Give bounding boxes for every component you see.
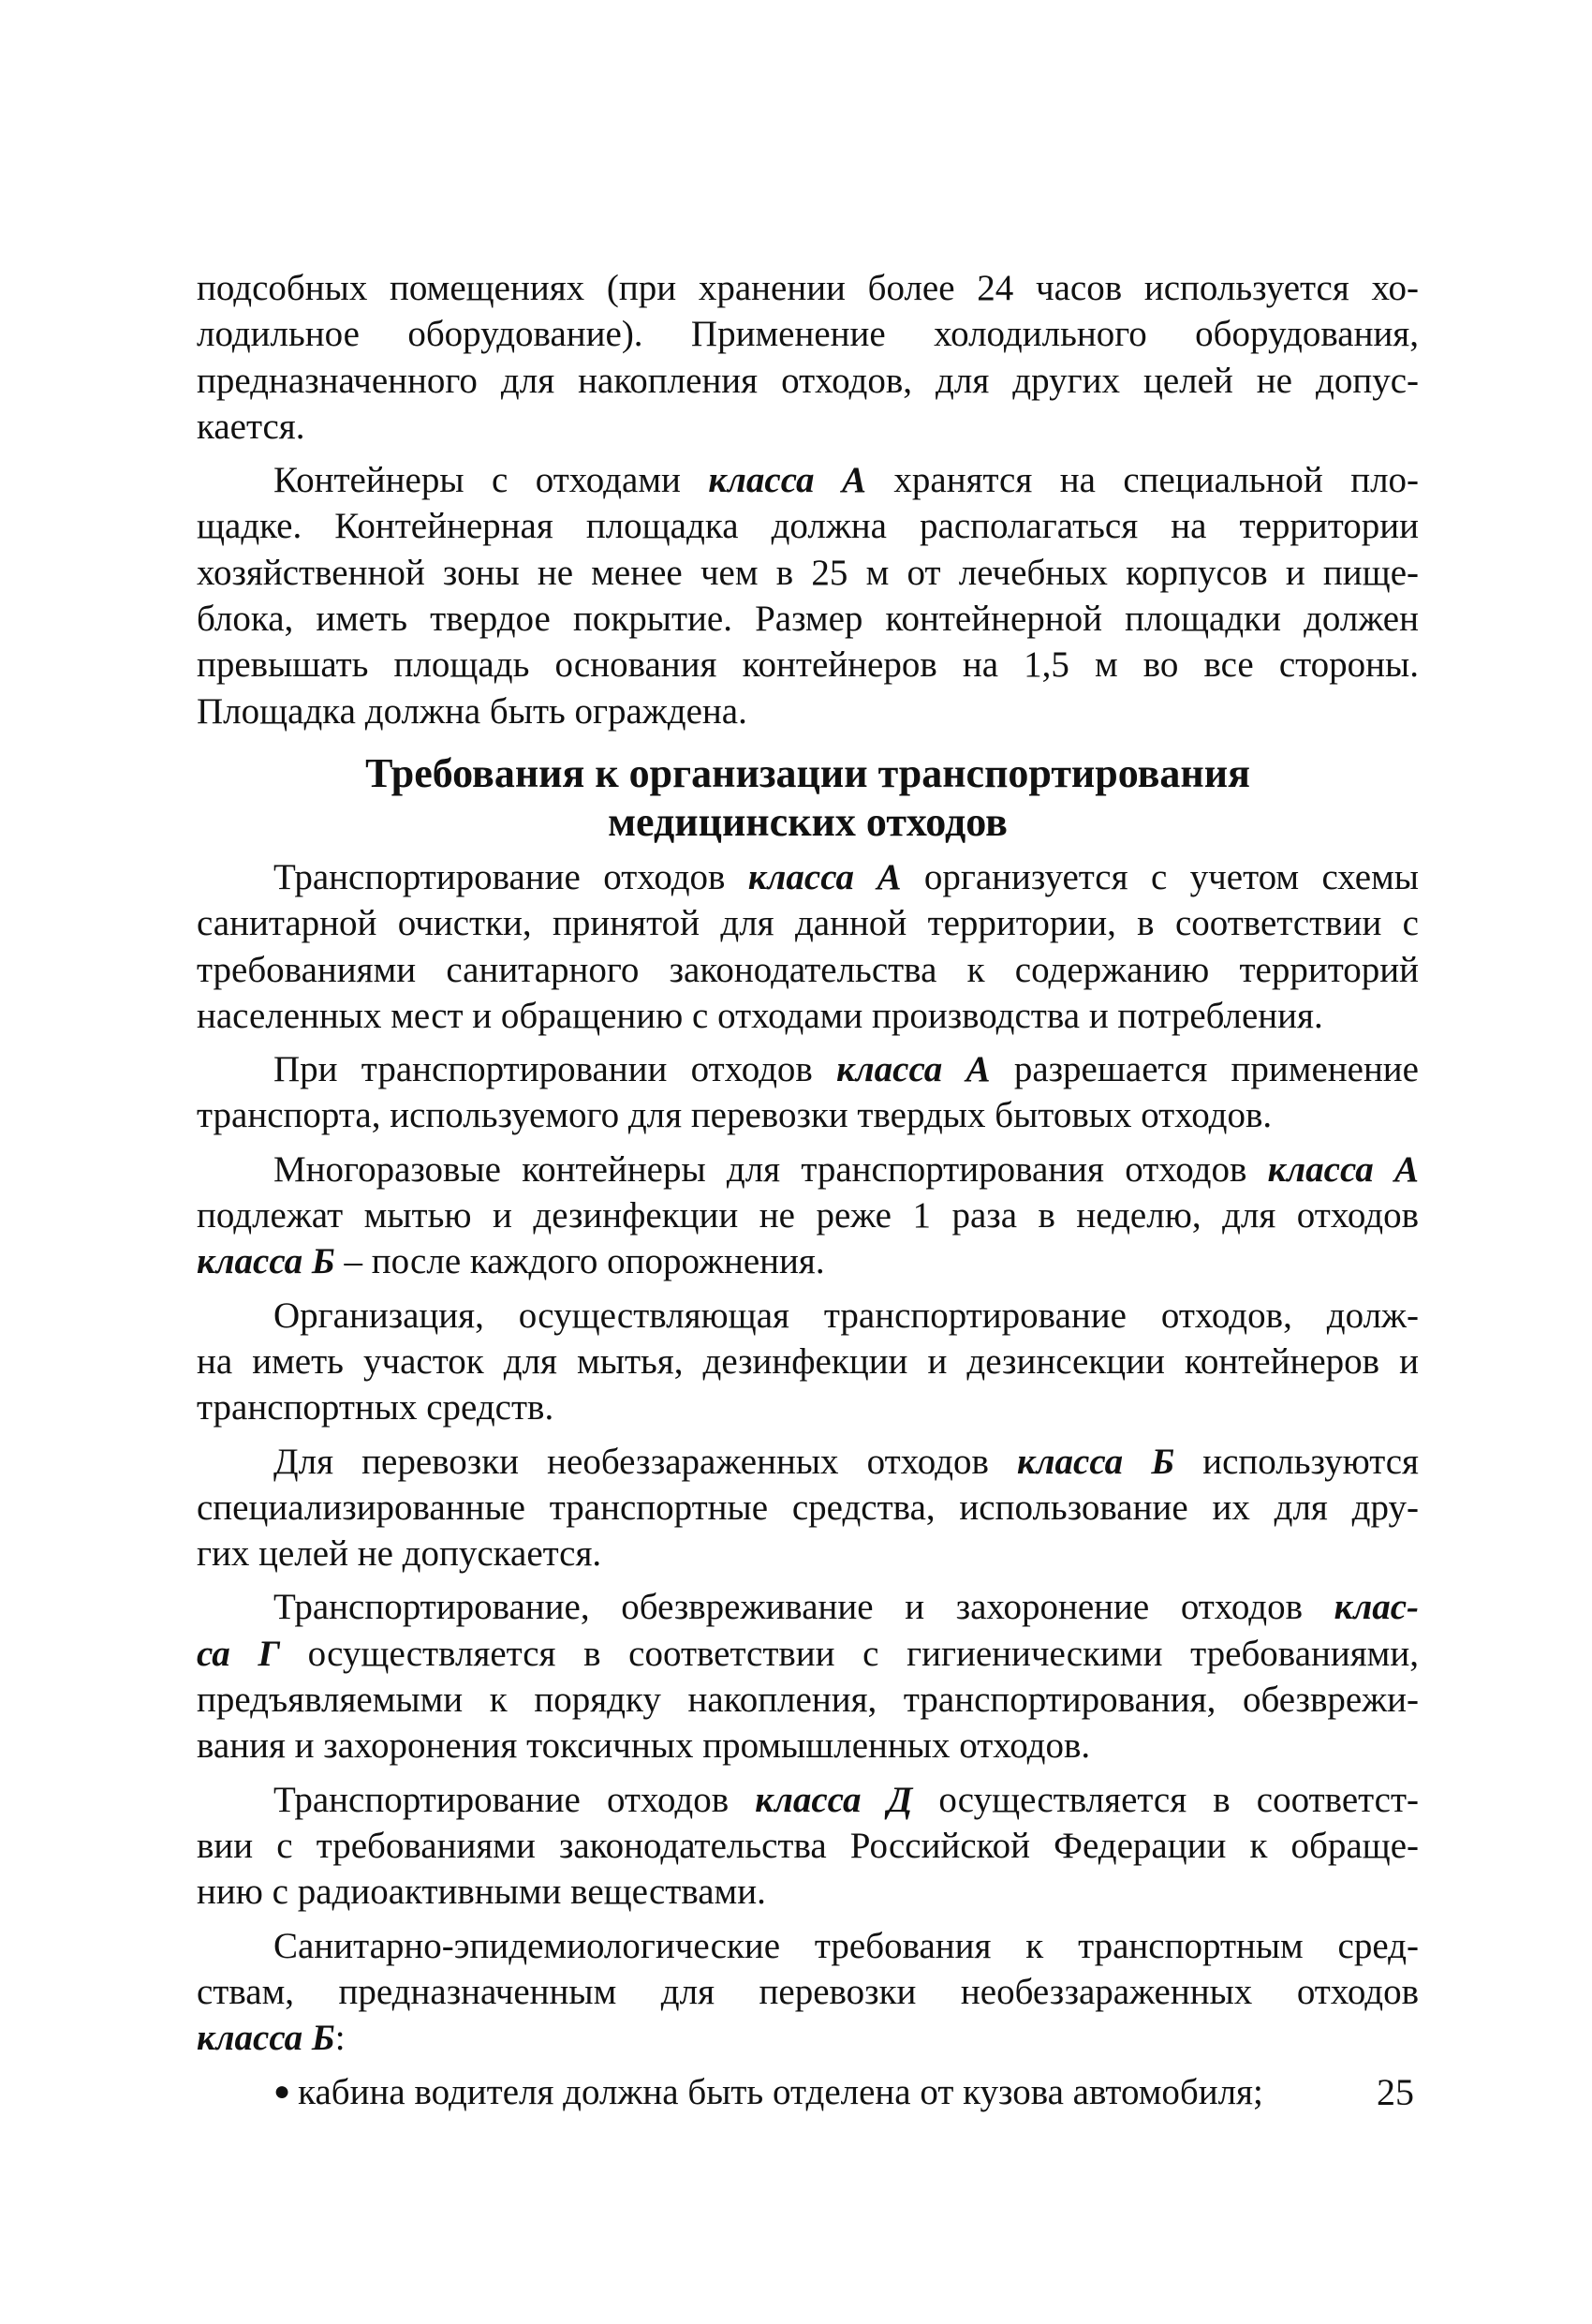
text-line: блока, иметь твердое покрытие. Размер контейнерной площадки должен: [197, 599, 1419, 640]
text-line: на иметь участок для мытья, дезинфекции и дезинсекции контейнеров и: [197, 1340, 1419, 1382]
text-line: класса Б:: [197, 2018, 346, 2059]
text-line: подлежат мытью и дезинфекции не реже 1 раза в неделю, для отходов: [197, 1195, 1419, 1236]
text-line: Санитарно-эпидемиологические требования к транспортным сред-: [273, 1925, 1419, 1966]
class-a-term: класса А: [836, 1049, 991, 1090]
main-text-block: [197, 854, 1419, 2124]
text-line: Транспортирование, обезвреживание и захоронение отходов клас-: [273, 1587, 1419, 1628]
text-line: нию с радиоактивными веществами.: [197, 1872, 766, 1913]
text-line: Контейнеры с отходами класса А хранятся на специальной пло-: [273, 460, 1420, 501]
class-b-term: класса Б: [197, 2018, 335, 2059]
text-line: специализированные транспортные средства, использование их для дру-: [197, 1487, 1419, 1528]
text-line: подсобных помещениях (при хранении более 24 часов используется хо-: [197, 268, 1419, 308]
paragraph-refrigeration: [197, 265, 1419, 450]
text-line: Площадка должна быть ограждена.: [197, 690, 747, 732]
text-line: предназначенного для накопления отходов, для других целей не допус-: [197, 360, 1419, 401]
text-line: лодильное оборудование). Применение холодильного оборудования,: [197, 314, 1419, 355]
text-line: требованиями санитарного законодательства к содержанию территорий: [197, 949, 1419, 990]
class-g-term: клас-: [1334, 1587, 1419, 1628]
paragraph-container-site: [197, 457, 1419, 734]
text-line: вии с требованиями законодательства Российской Федерации к обраще-: [197, 1825, 1419, 1866]
text-line: санитарной очистки, принятой для данной территории, в соответствии с: [197, 903, 1419, 944]
text-line: щадке. Контейнерная площадка должна располагаться на территории: [197, 506, 1419, 547]
text-line: При транспортировании отходов класса А разрешается применение: [273, 1049, 1419, 1090]
bullet-item: ● кабина водителя должна быть отделена от кузова автомобиля;: [273, 2072, 1263, 2113]
text-line: Транспортирование отходов класса Д осуществляется в соответст-: [273, 1779, 1419, 1820]
class-d-term: класса Д: [755, 1779, 913, 1820]
text-line: класса Б – после каждого опорожнения.: [197, 1241, 825, 1282]
heading-line-1: Требования к организации транспортирования: [365, 750, 1250, 796]
text-line: транспорта, используемого для перевозки твердых бытовых отходов.: [197, 1095, 1273, 1136]
text-line: хозяйственной зоны не менее чем в 25 м от лечебных корпусов и пище-: [197, 552, 1419, 593]
class-a-term: класса А: [708, 460, 866, 501]
paragraph-organization: [197, 1293, 1419, 1431]
class-b-term: класса Б: [1017, 1441, 1175, 1482]
text-line: Транспортирование отходов класса А организуется с учетом схемы: [273, 857, 1419, 897]
paragraph-requirements-intro: [197, 1923, 1419, 2062]
text-line: населенных мест и обращению с отходами производства и потребления.: [197, 995, 1323, 1036]
text-line: транспортных средств.: [197, 1387, 554, 1428]
text-line: са Г осуществляется в соответствии с гигиеническими требованиями,: [197, 1633, 1419, 1674]
text-line: Для перевозки необеззараженных отходов класса Б используются: [273, 1441, 1419, 1482]
text-line: вания и захоронения токсичных промышленных отходов.: [197, 1725, 1091, 1767]
paragraph-transport-vehicles-a: [197, 1046, 1419, 1139]
bullet-icon: ●: [273, 2076, 291, 2108]
top-text-block: [197, 265, 1419, 734]
paragraph-reusable-containers: [197, 1147, 1419, 1285]
class-a-term: класса А: [1267, 1148, 1420, 1190]
bullet-list: [197, 2068, 1419, 2115]
class-a-term: класса А: [747, 857, 902, 897]
text-line: кается.: [197, 406, 305, 447]
paragraph-transport-class-a: [197, 854, 1419, 1039]
class-b-term: класса Б: [197, 1241, 335, 1282]
text-line: Организация, осуществляющая транспортирование отходов, долж-: [273, 1295, 1419, 1336]
section-heading: [197, 749, 1419, 847]
class-g-term: са Г: [197, 1633, 280, 1674]
paragraph-class-d: [197, 1777, 1419, 1916]
heading-line-2: медицинских отходов: [608, 799, 1008, 845]
paragraph-class-g: [197, 1584, 1419, 1769]
page-number: 25: [1377, 2071, 1414, 2113]
text-line: ствам, предназначенным для перевозки необеззараженных отходов: [197, 1971, 1419, 2012]
text-line: Многоразовые контейнеры для транспортирования отходов класса А: [273, 1148, 1420, 1190]
paragraph-class-b-vehicles: [197, 1439, 1419, 1577]
text-line: гих целей не допускается.: [197, 1533, 602, 1575]
text-line: предъявляемыми к порядку накопления, транспортирования, обезврежи-: [197, 1680, 1419, 1721]
text-line: превышать площадь основания контейнеров на 1,5 м во все стороны.: [197, 644, 1419, 686]
